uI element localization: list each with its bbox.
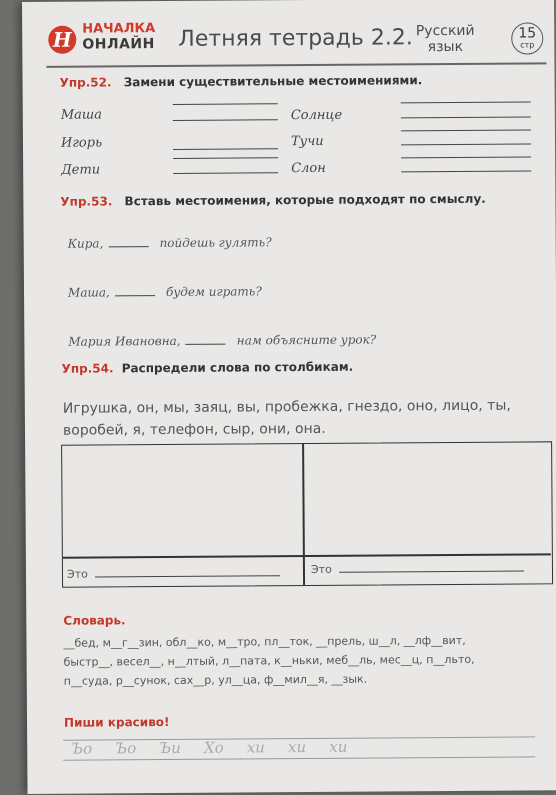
subject-label — [410, 23, 480, 55]
handwriting-sample: Ъо — [115, 739, 137, 758]
answer-line[interactable] — [173, 172, 278, 174]
ex52-left-word: Дети — [61, 162, 101, 178]
sentence-start: Мария Ивановна, — [68, 333, 181, 349]
blank-field[interactable] — [115, 295, 155, 296]
sentence-start: Кира, — [67, 236, 104, 251]
handwriting-sample: хи — [246, 738, 265, 757]
ex52-left-word: Игорь — [60, 135, 103, 151]
page-title: Летняя тетрадь 2.2. — [178, 25, 413, 52]
exercise-52-heading — [60, 73, 423, 90]
ex52-right-word: Солнце — [290, 107, 343, 124]
handwriting-sample: Хо — [203, 738, 224, 757]
page-number-label: стр — [520, 40, 535, 50]
handwriting-sample: Ъи — [159, 738, 181, 758]
column-left-label: Это — [66, 567, 88, 581]
exercise-53-number: Упр.53. — [60, 194, 113, 209]
exercise-53-instruction: Вставь местоимения, которые подходят по смыслу. — [124, 191, 486, 209]
sentence-end: пойдешь гулять? — [159, 235, 272, 251]
dictionary-heading: Словарь. — [63, 613, 126, 628]
answer-line[interactable] — [401, 116, 531, 118]
sentence-start: Маша, — [67, 285, 110, 300]
table-column-divider — [302, 444, 304, 585]
exercise-52-number: Упр.52. — [59, 75, 112, 90]
ex53-sentence — [68, 280, 262, 300]
header-divider — [46, 62, 546, 67]
exercise-53-heading — [60, 192, 486, 209]
blank-field[interactable] — [108, 246, 148, 247]
sentence-end: будем играть? — [165, 284, 262, 300]
column-left-answer[interactable] — [95, 575, 280, 577]
handwriting-sample-row — [71, 735, 531, 757]
ex52-right-word: Слон — [291, 160, 326, 177]
dictionary-line: быстр__, весел__, н__лтый, л__пата, к__ньки, меб__ль, мес__ц, п__льто, — [63, 652, 475, 669]
word-list: Игрушка, он, мы, заяц, вы, пробежка, гнездо, оно, лицо, ты, воробей, я, телефон, сыр, они, она. — [62, 397, 511, 439]
logo-text-bottom: ОНЛАЙН — [82, 36, 155, 53]
page-number-badge — [511, 22, 543, 54]
workbook-page — [22, 0, 556, 794]
column-right-answer[interactable] — [339, 571, 524, 573]
answer-line[interactable] — [173, 103, 278, 105]
handwriting-heading: Пиши красиво! — [63, 714, 170, 730]
sorting-table — [61, 441, 553, 587]
answer-line[interactable] — [173, 157, 278, 159]
subject-line-2: язык — [427, 38, 464, 56]
answer-line[interactable] — [173, 119, 278, 121]
ex52-right-word: Тучи — [290, 133, 324, 150]
answer-line[interactable] — [401, 170, 531, 172]
answer-line[interactable] — [173, 148, 278, 150]
blank-field[interactable] — [186, 344, 226, 345]
page-number: 15 — [518, 25, 537, 42]
answer-line[interactable] — [401, 101, 531, 103]
exercise-54-number: Упр.54. — [61, 361, 114, 376]
exercise-52-instruction: Замени существительные местоимениями. — [123, 73, 423, 90]
subject-line-1: Русский — [415, 22, 475, 40]
dictionary-words — [63, 630, 548, 690]
answer-line[interactable] — [401, 156, 531, 158]
dictionary-line: __бед, м__г__зин, обл__ко, м__тро, пл__ток, __прель, ш__л, __лф__вит, — [63, 633, 466, 650]
dictionary-line: п__суда, р__сунок, сах__р, ул__ца, ф__мил__я, __зык. — [63, 672, 368, 688]
answer-line[interactable] — [401, 143, 531, 145]
ex53-sentence — [68, 329, 376, 350]
handwriting-sample: Ъо — [71, 739, 93, 758]
column-right-footer — [311, 557, 524, 577]
logo-text-top: НАЧАЛКА — [82, 21, 156, 37]
exercise-54-heading — [62, 360, 354, 376]
exercise-54-instruction: Распредели слова по столбикам. — [121, 359, 354, 376]
answer-line[interactable] — [401, 129, 531, 131]
ex53-sentence — [68, 231, 272, 251]
sentence-end: нам объясните урок? — [236, 332, 377, 348]
ex52-left-word: Маша — [60, 107, 102, 123]
handwriting-sample: хи — [329, 737, 348, 756]
logo-icon: Н — [48, 26, 76, 54]
column-left-footer — [67, 561, 280, 581]
handwriting-sample: хи — [287, 738, 307, 757]
column-right-label: Это — [310, 562, 332, 576]
